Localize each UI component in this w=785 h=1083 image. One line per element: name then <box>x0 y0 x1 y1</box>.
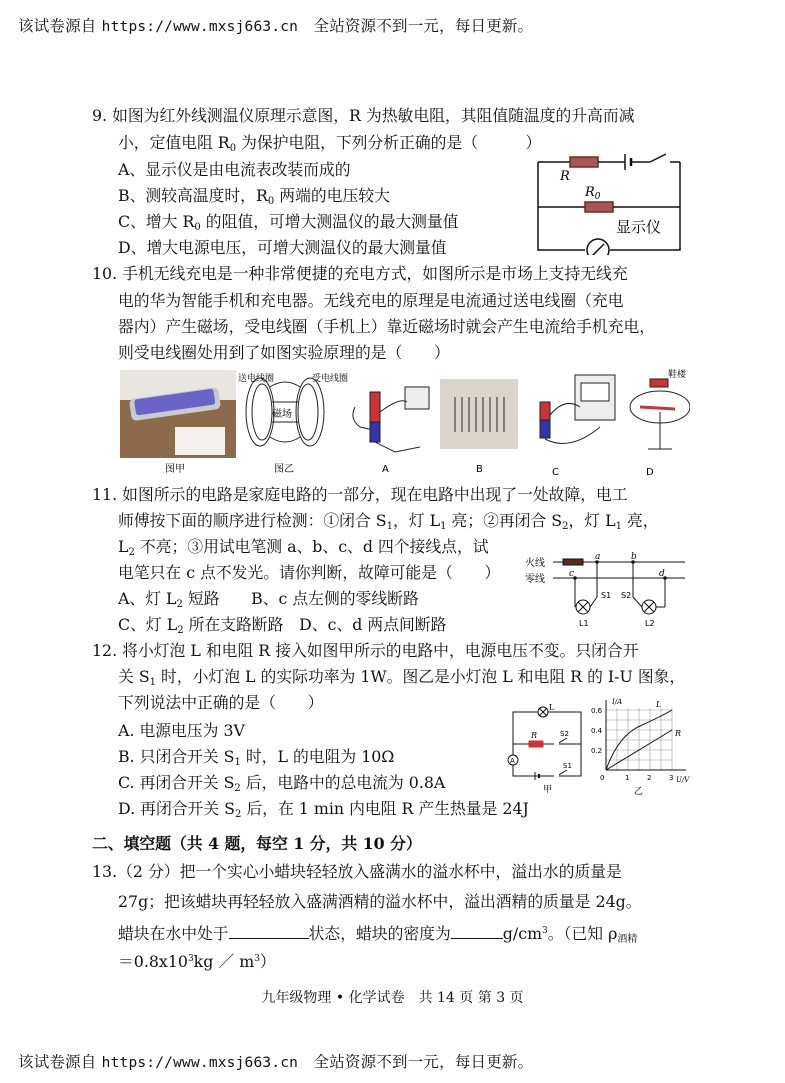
q9-line1: 9. 如图为红外线测温仪原理示意图，R 为热敏电阻，其阻值随温度的升高而减 <box>92 106 635 125</box>
svg-text:S1: S1 <box>601 591 612 600</box>
q9-option-b: B、测较高温度时，R0 两端的电压较大 <box>118 186 390 207</box>
banner-url[interactable]: https://www.mxsj663.cn <box>101 19 299 35</box>
top-banner <box>18 14 533 36</box>
svg-text:受电线圈: 受电线圈 <box>312 374 349 384</box>
svg-text:d: d <box>659 569 665 579</box>
q10-line4: 则受电线圈处用到了如图实验原理的是（ ） <box>118 343 450 362</box>
banner-slogan: 全站资源不到一元，每日更新。 <box>313 1053 534 1071</box>
q10-line1: 10. 手机无线充电是一种非常便捷的充电方式，如图所示是市场上支持无线充 <box>92 264 628 283</box>
svg-text:R: R <box>531 731 538 740</box>
svg-text:S2: S2 <box>560 730 569 738</box>
q12-option-d: D. 再闭合开关 S2 后，在 1 min 内电阻 R 产生热量是 24J <box>118 799 529 820</box>
q10-cap-b: B <box>476 464 483 475</box>
q9-fig-display-label: 显示仪 <box>616 218 662 236</box>
page-footer: 九年级物理 • 化学试卷 共 14 页 第 3 页 <box>261 990 524 1006</box>
q12-cap-jia: 甲 <box>543 785 553 795</box>
q13-line2: 27g；把该蜡块再轻轻放入盛满酒精的溢水杯中，溢出酒精的质量是 24g。 <box>118 892 642 911</box>
svg-text:0.4: 0.4 <box>591 727 603 735</box>
svg-text:L: L <box>656 700 662 709</box>
svg-text:L1: L1 <box>579 619 589 628</box>
q9-circuit-figure <box>530 150 690 255</box>
svg-text:火线: 火线 <box>525 558 545 569</box>
q9-option-c: C、增大 R0 的阻值，可增大测温仪的最大测量值 <box>118 212 459 233</box>
svg-text:0.2: 0.2 <box>591 747 603 755</box>
q11-line1: 11. 如图所示的电路是家庭电路的一部分，现在电路中出现了一处故障，电工 <box>92 485 628 504</box>
svg-text:0.6: 0.6 <box>591 707 603 715</box>
banner-url[interactable]: https://www.mxsj663.cn <box>101 1055 299 1071</box>
q12-option-b: B. 只闭合开关 S1 时，L 的电阻为 10Ω <box>118 747 395 768</box>
svg-text:b: b <box>631 552 637 562</box>
q9-option-d: D、增大电源电压，可增大测温仪的最大测量值 <box>118 238 447 257</box>
banner-prefix: 该试卷源自 <box>18 17 97 35</box>
q12-cap-yi: 乙 <box>634 787 644 797</box>
svg-text:0: 0 <box>600 774 605 782</box>
svg-text:L2: L2 <box>645 619 655 628</box>
q13-line1: 13.（2 分）把一个实心小蜡块轻轻放入盛满水的溢水杯中，溢出水的质量是 <box>92 862 622 881</box>
svg-text:零线: 零线 <box>525 574 545 585</box>
svg-text:I/A: I/A <box>612 698 623 706</box>
bottom-banner <box>18 1050 533 1072</box>
q12-line2: 关 S1 时，小灯泡 L 的实际功率为 1W。图乙是小灯泡 L 和电阻 R 的 I-U 图象， <box>118 667 686 688</box>
q12-option-a: A. 电源电压为 3V <box>118 721 245 740</box>
banner-prefix: 该试卷源自 <box>18 1053 97 1071</box>
q11-line2: 师傅按下面的顺序进行检测：①闭合 S1，灯 L1 亮；②再闭合 S2，灯 L1 亮， <box>118 511 659 532</box>
q10-cap-yi: 图乙 <box>274 464 294 475</box>
q10-line2: 电的华为智能手机和充电器。无线充电的原理是电流通过送电线圈（充电 <box>118 291 624 310</box>
svg-text:3: 3 <box>669 774 674 782</box>
q13-blank-density[interactable] <box>451 922 503 939</box>
svg-text:R: R <box>675 729 682 738</box>
q12-line1: 12. 将小灯泡 L 和电阻 R 接入如图甲所示的电路中，电源电压不变。只闭合开 <box>92 641 639 660</box>
svg-text:U/V: U/V <box>676 776 690 784</box>
q10-line3: 器内）产生磁场，受电线圈（手机上）靠近磁场时就会产生电流给手机充电， <box>118 317 656 336</box>
q9-fig-r0-label: $R_0$ <box>585 185 601 202</box>
q11-option-ab: A、灯 L2 短路 B、c 点左侧的零线断路 <box>118 589 419 610</box>
q9-fig-r-label: R <box>560 169 570 184</box>
q13-blank-state[interactable] <box>229 922 309 939</box>
q11-circuit-figure <box>525 552 690 632</box>
q12-option-c: C. 再闭合开关 S2 后，电路中的总电流为 0.8A <box>118 773 446 794</box>
q13-line4: $=0.8x10^3kg$ ／ $m^3$） <box>118 952 276 971</box>
q11-option-cd: C、灯 L2 所在支路断路 D、c、d 两点间断路 <box>118 615 447 636</box>
q11-line3: L2 不亮；③用试电笔测 a、b、c、d 四个接线点，试 <box>118 537 489 558</box>
svg-text:鞋楼: 鞋楼 <box>668 370 687 380</box>
svg-text:S1: S1 <box>563 762 572 770</box>
q10-cap-a: A <box>382 464 389 475</box>
q10-cap-d: D <box>646 467 654 478</box>
svg-text:A: A <box>510 757 515 765</box>
q12-circuit-jia <box>505 700 587 795</box>
q9-option-a: A、显示仪是由电流表改装而成的 <box>118 160 351 179</box>
svg-text:送电线圈: 送电线圈 <box>238 374 275 384</box>
section2-title: 二、填空题（共 4 题，每空 1 分，共 10 分） <box>92 834 422 853</box>
svg-text:S2: S2 <box>621 591 632 600</box>
q9-line2: 小，定值电阻 R0 为保护电阻，下列分析正确的是（ ） <box>118 133 542 154</box>
svg-text:c: c <box>569 569 575 579</box>
svg-text:2: 2 <box>647 774 652 782</box>
svg-text:1: 1 <box>625 774 630 782</box>
q11-line4: 电笔只在 c 点不发光。请你判断，故障可能是（ ） <box>118 563 501 582</box>
svg-text:L: L <box>549 703 555 712</box>
q10-cap-jia: 图甲 <box>165 464 185 475</box>
q10-figure-strip <box>120 367 690 479</box>
svg-text:磁场: 磁场 <box>272 409 292 420</box>
svg-text:a: a <box>595 552 601 562</box>
q13-line3: 蜡块在水中处于 状态，蜡块的密度为 $g/cm^3$。（已知 ρ酒精 <box>118 924 638 945</box>
banner-slogan: 全站资源不到一元，每日更新。 <box>313 17 534 35</box>
q12-line3: 下列说法中正确的是（ ） <box>118 693 324 712</box>
q12-iu-graph <box>590 696 690 798</box>
q10-cap-c: C <box>552 467 559 478</box>
